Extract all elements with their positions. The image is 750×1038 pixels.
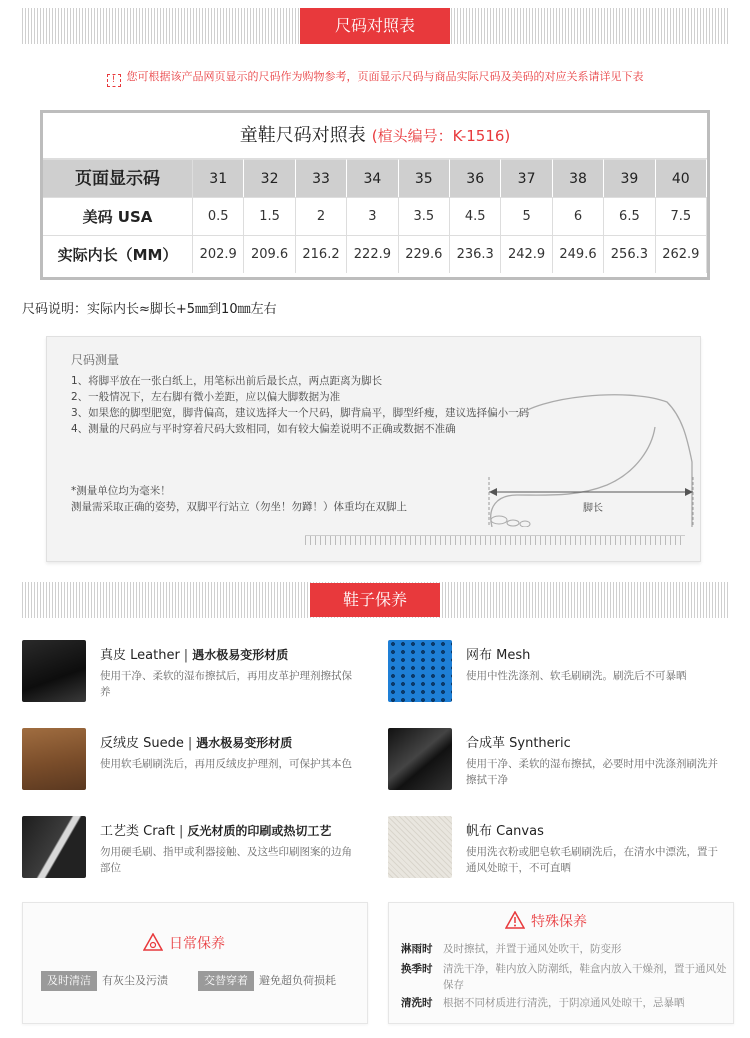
size-table-cell: 0.5 [193,197,244,235]
foot-length-label: 脚长 [583,503,603,514]
warning-triangle-icon [143,933,163,951]
size-note: 尺码说明：实际内长≈脚长+5㎜到10㎜左右 [22,302,277,317]
size-table-title [43,113,707,159]
size-table-cell: 229.6 [399,235,450,273]
special-item-text: 根据不同材质进行清洗，于阴凉通风处晾干，忌暴晒 [443,997,685,1009]
size-table-cell: 39 [604,159,655,197]
canvas-swatch-icon [388,816,452,878]
special-item-rain [401,941,731,957]
mesh-swatch-icon [388,640,452,702]
size-table-cell: 4.5 [450,197,501,235]
care-item [22,640,362,706]
size-table-cell: 33 [296,159,347,197]
size-chart-header-label: 尺码对照表 [300,8,450,44]
size-table-row-label: 实际内长（MM） [43,235,193,273]
care-item [388,728,728,794]
size-table [40,110,710,280]
daily-chip-alternate-tag: 交替穿着 [198,971,254,991]
care-item-title [100,644,288,663]
size-table-row [43,197,707,235]
special-item-label: 淋雨时 [401,943,433,955]
care-item-title [100,732,292,751]
measure-note: *测量单位均为毫米！ [71,485,171,497]
daily-care-title-text: 日常保养 [169,936,225,952]
size-table-cell: 37 [501,159,552,197]
size-table-body [43,159,707,273]
suede-swatch-icon [22,728,86,790]
size-table-cell: 236.3 [450,235,501,273]
special-item-wash [401,995,731,1011]
special-item-text: 清洗干净，鞋内放入防潮纸，鞋盒内放入干燥剂，置于通风处保存 [443,963,727,991]
care-item [388,640,728,706]
special-item-text: 及时擦拭，并置于通风处吹干，防变形 [443,943,622,955]
shoe-care-header [22,582,728,618]
size-table-row-label: 美码 USA [43,197,193,235]
size-table-cell: 7.5 [656,197,707,235]
care-item [22,816,362,882]
size-table-cell: 262.9 [656,235,707,273]
daily-chip-alternate-text: 避免超负荷损耗 [259,974,336,987]
daily-chip-alternate [198,971,336,991]
measure-step: 4、测量的尺码应与平时穿着尺码大致相同，如有较大偏差说明不正确或数据不准确 [71,423,456,435]
care-item-name: 网布 Mesh [466,648,531,663]
care-item-desc: 使用干净、柔软的湿布擦拭后，再用皮革护理剂擦拭保养 [100,670,352,698]
leather-swatch-icon [22,640,86,702]
care-item-name: 工艺类 Craft [100,824,175,839]
measure-step: 1、将脚平放在一张白纸上，用笔标出前后最长点，两点距离为脚长 [71,375,383,387]
care-item-separator: | [178,824,184,839]
size-table-cell: 36 [450,159,501,197]
care-item-name: 反绒皮 Suede [100,736,184,751]
care-item-name: 合成革 Syntheric [466,736,571,751]
daily-care-box [22,902,368,1024]
care-item-desc: 勿用硬毛刷、指甲或利器接触、及这些印刷图案的边角部位 [100,846,352,874]
size-table-row [43,235,707,273]
size-table-cell: 222.9 [347,235,398,273]
size-table-row [43,159,707,197]
care-item-separator: | [187,736,193,751]
size-table-cell: 6.5 [604,197,655,235]
size-table-cell: 3 [347,197,398,235]
size-table-cell: 6 [553,197,604,235]
daily-chip-clean-text: 有灰尘及污渍 [102,974,168,987]
care-item-desc: 使用中性洗涤剂、软毛刷刷洗。刷洗后不可暴晒 [466,670,687,682]
size-table-cell: 216.2 [296,235,347,273]
care-item [388,816,728,882]
size-table-cell: 35 [399,159,450,197]
care-item-desc: 使用软毛刷刷洗后，再用反绒皮护理剂，可保护其本色 [100,758,352,770]
synthetic-swatch-icon [388,728,452,790]
care-item-feature: 反光材质的印刷或热切工艺 [187,824,332,838]
care-item-title [466,732,571,751]
size-table-cell: 2 [296,197,347,235]
special-item-label: 换季时 [401,963,433,975]
special-care-box [388,902,734,1024]
care-item-title [100,820,331,839]
measure-note: 测量需采取正确的姿势，双脚平行站立（勿坐！勿蹲！）体重均在双脚上 [71,501,407,513]
care-item-title [466,820,544,839]
size-table-cell: 38 [553,159,604,197]
size-notice-text: 您可根据该产品网页显示的尺码作为购物参考，页面显示尺码与商品实际尺码及美码的对应关系请详见下表 [126,70,644,83]
size-table-cell: 202.9 [193,235,244,273]
special-item-label: 清洗时 [401,997,433,1009]
care-item-title [466,644,530,663]
daily-chip-clean [41,971,168,991]
care-item-name: 帆布 Canvas [466,824,544,839]
size-table-cell: 31 [193,159,244,197]
shoe-care-header-label: 鞋子保养 [310,583,440,617]
size-table-cell: 32 [244,159,295,197]
size-table-cell: 3.5 [399,197,450,235]
daily-care-title [143,933,225,953]
care-item-desc: 使用洗衣粉或肥皂软毛刷刷洗后，在清水中漂洗，置于通风处晾干，不可直晒 [466,846,718,874]
size-table-cell: 5 [501,197,552,235]
size-table-cell: 256.3 [604,235,655,273]
ruler-graphic [305,535,685,545]
measure-guide [46,336,701,562]
measure-step: 2、一般情况下，左右脚有微小差距，应以偏大脚数据为准 [71,391,341,403]
care-item-name: 真皮 Leather [100,648,180,663]
size-notice [0,68,750,87]
size-table-cell: 209.6 [244,235,295,273]
measure-title: 尺码测量 [71,353,120,367]
size-table-cell: 242.9 [501,235,552,273]
special-item-season [401,961,731,993]
size-chart-header [22,8,728,44]
warning-triangle-icon [505,911,525,929]
size-table-cell: 34 [347,159,398,197]
size-table-cell: 249.6 [553,235,604,273]
craft-swatch-icon [22,816,86,878]
care-item-feature: 遇水极易变形材质 [192,648,289,662]
daily-chip-clean-tag: 及时清洁 [41,971,97,991]
size-table-cell: 1.5 [244,197,295,235]
warning-icon: ! [107,74,121,87]
measure-notes [71,483,451,515]
care-item-separator: | [183,648,189,663]
size-table-subtitle: (楦头编号：K-1516) [371,127,511,145]
measure-step: 3、如果您的脚型肥宽，脚背偏高，建议选择大一个尺码，脚背扁平，脚型纤瘦，建议选择偏小一码 [71,407,530,419]
size-table-row-label: 页面显示码 [43,159,193,197]
care-item-desc: 使用干净、柔软的湿布擦拭，必要时用中洗涤剂刷洗并擦拭干净 [466,758,718,786]
care-item [22,728,362,794]
special-care-title [505,911,587,931]
size-table-title-text: 童鞋尺码对照表 [239,125,366,146]
size-table-cell: 40 [656,159,707,197]
special-care-title-text: 特殊保养 [531,914,587,930]
care-item-feature: 遇水极易变形材质 [196,736,293,750]
